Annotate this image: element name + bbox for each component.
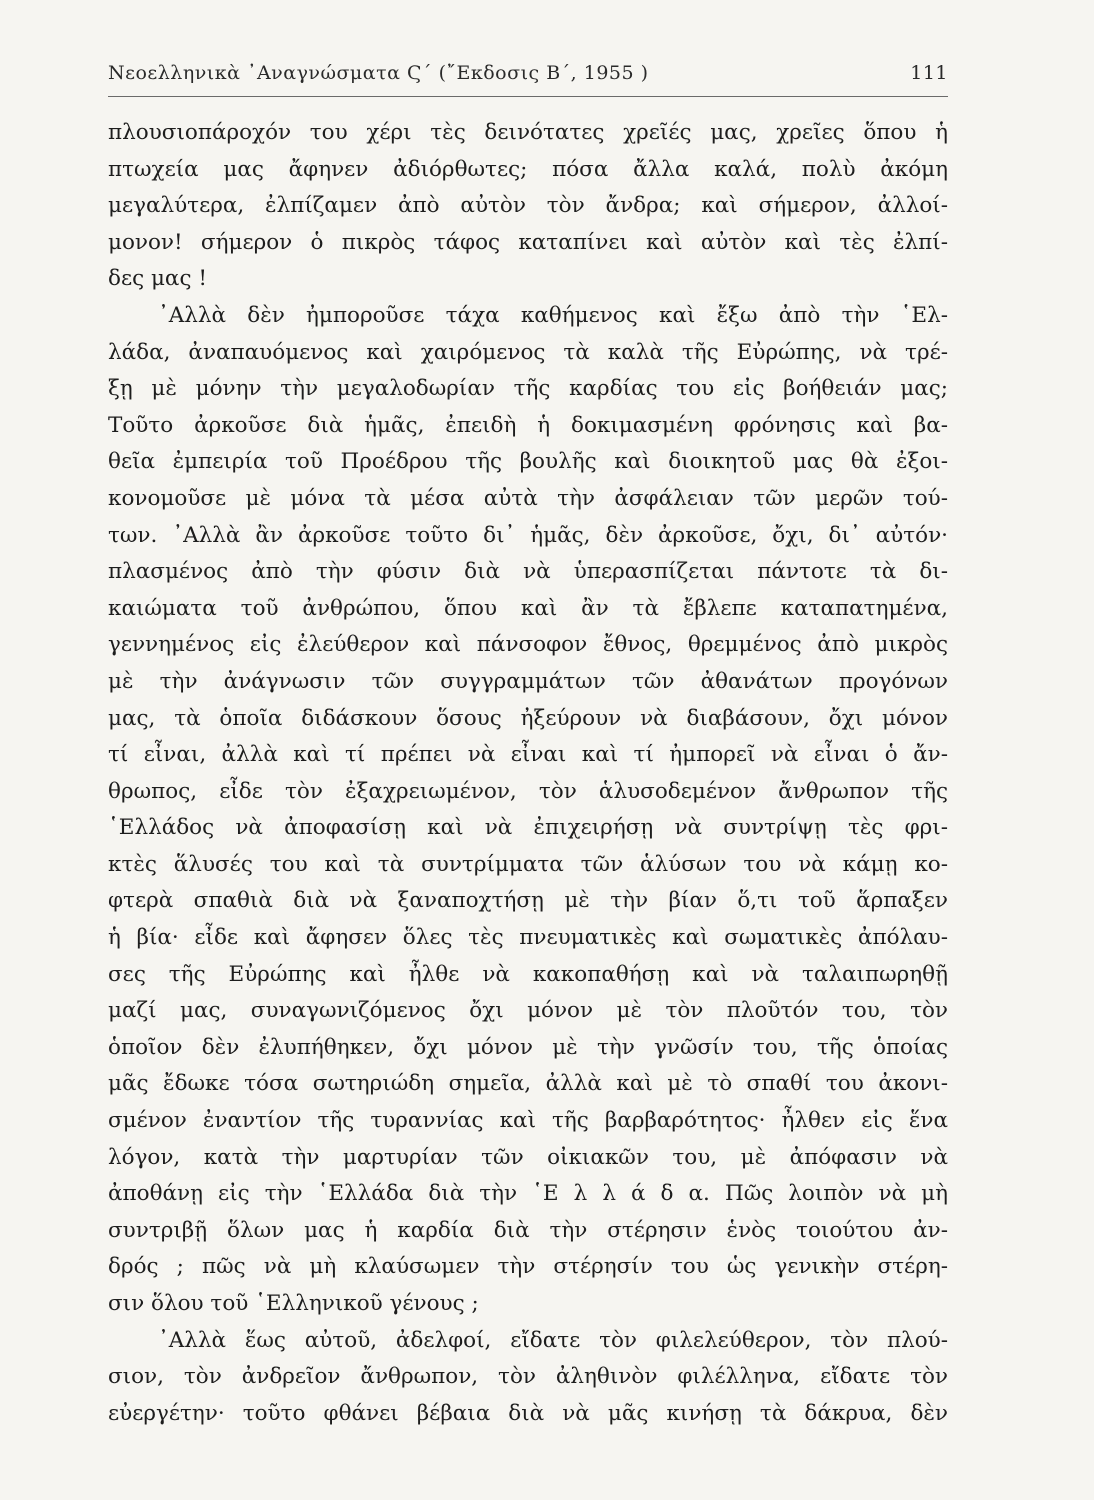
text-line: τί εἶναι, ἀλλὰ καὶ τί πρέπει νὰ εἶναι καὶ τί ἠμπορεῖ νὰ εἶναι ὁ ἄν- xyxy=(108,742,948,768)
text-line: λόγον, κατὰ τὴν μαρτυρίαν τῶν οἰκιακῶν του, μὲ ἀπόφασιν νὰ xyxy=(108,1144,948,1170)
text-line: θρωπος, εἶδε τὸν ἐξαχρειωμένον, τὸν ἁλυσοδεμένον ἄνθρωπον τῆς xyxy=(108,778,948,804)
text-line: ᾿Αλλὰ δὲν ἠμποροῦσε τάχα καθήμενος καὶ ἔξω ἀπὸ τὴν ῾Ελ- xyxy=(158,302,948,328)
text-line: δες μας ! xyxy=(108,266,207,292)
text-line: σιον, τὸν ἀνδρεῖον ἄνθρωπον, τὸν ἀληθινὸν φιλέλληνα, εἴδατε τὸν xyxy=(108,1364,948,1390)
text-line: λάδα, ἀναπαυόμενος καὶ χαιρόμενος τὰ καλὰ τῆς Εὐρώπης, νὰ τρέ- xyxy=(108,339,948,365)
text-line: μας, τὰ ὁποῖα διδάσκουν ὅσους ἠξεύρουν νὰ διαβάσουν, ὄχι μόνον xyxy=(108,705,948,731)
text-line: κονομοῦσε μὲ μόνα τὰ μέσα αὐτὰ τὴν ἀσφάλειαν τῶν μερῶν τού- xyxy=(108,485,948,511)
text-line: μαζί μας, συναγωνιζόμενος ὄχι μόνον μὲ τὸν πλοῦτόν του, τὸν xyxy=(108,998,948,1024)
text-line: σιν ὅλου τοῦ ῾Ελληνικοῦ γένους ; xyxy=(108,1291,479,1316)
page-number: 111 xyxy=(910,62,948,84)
running-title: Νεοελληνικὰ ᾿Αναγνώσματα Ϛ΄ (῎Εκδοσις Β΄, 1955 ) xyxy=(108,62,649,84)
text-line: δρός ; πῶς νὰ μὴ κλαύσωμεν τὴν στέρησίν του ὡς γενικὴν στέρη- xyxy=(108,1254,948,1280)
text-line: των. ᾿Αλλὰ ἂν ἀρκοῦσε τοῦτο δι᾿ ἡμᾶς, δὲν ἀρκοῦσε, ὄχι, δι᾿ αὐτόν· xyxy=(108,522,948,548)
body-text xyxy=(108,115,948,1432)
text-line: ὁποῖον δὲν ἐλυπήθηκεν, ὄχι μόνον μὲ τὴν γνῶσίν του, τῆς ὁποίας xyxy=(108,1034,948,1060)
text-line: μεγαλύτερα, ἐλπίζαμεν ἀπὸ αὐτὸν τὸν ἄνδρα; καὶ σήμερον, ἀλλοί- xyxy=(108,193,948,219)
text-line: θεῖα ἐμπειρία τοῦ Προέδρου τῆς βουλῆς καὶ διοικητοῦ μας θὰ ἐξοι- xyxy=(108,449,948,475)
page-header xyxy=(108,62,948,90)
text-line: συντριβῇ ὅλων μας ἡ καρδία διὰ τὴν στέρησιν ἑνὸς τοιούτου ἀν- xyxy=(108,1217,948,1243)
text-line: φτερὰ σπαθιὰ διὰ νὰ ξαναποχτήσῃ μὲ τὴν βίαν ὅ,τι τοῦ ἅρπαξεν xyxy=(108,888,948,914)
text-line: μᾶς ἔδωκε τόσα σωτηριώδη σημεῖα, ἀλλὰ καὶ μὲ τὸ σπαθί του ἀκονι- xyxy=(108,1071,948,1097)
text-line: ξῃ μὲ μόνην τὴν μεγαλοδωρίαν τῆς καρδίας του εἰς βοήθειάν μας; xyxy=(108,376,948,402)
text-line: εὐεργέτην· τοῦτο φθάνει βέβαια διὰ νὰ μᾶς κινήσῃ τὰ δάκρυα, δὲν xyxy=(108,1400,948,1426)
text-line: πλουσιοπάροχόν του χέρι τὲς δεινότατες χρεῖές μας, χρεῖες ὅπου ἡ xyxy=(108,120,948,145)
text-line: ᾿Αλλὰ ἕως αὐτοῦ, ἀδελφοί, εἴδατε τὸν φιλελεύθερον, τὸν πλού- xyxy=(158,1327,948,1353)
text-line: σες τῆς Εὐρώπης καὶ ἦλθε νὰ κακοπαθήσῃ καὶ νὰ ταλαιπωρηθῇ xyxy=(108,961,948,987)
text-line: γεννημένος εἰς ἐλεύθερον καὶ πάνσοφον ἔθνος, θρεμμένος ἀπὸ μικρὸς xyxy=(108,632,948,658)
text-line: μονον! σήμερον ὁ πικρὸς τάφος καταπίνει καὶ αὐτὸν καὶ τὲς ἐλπί- xyxy=(108,229,948,255)
text-line: ἀποθάνῃ εἰς τὴν ῾Ελλάδα διὰ τὴν ῾Ε λ λ ά δ α. Πῶς λοιπὸν νὰ μὴ xyxy=(108,1181,948,1207)
header-rule xyxy=(108,96,948,97)
text-line: μὲ τὴν ἀνάγνωσιν τῶν συγγραμμάτων τῶν ἀθανάτων προγόνων xyxy=(108,668,948,694)
text-line: ῾Ελλάδος νὰ ἀποφασίσῃ καὶ νὰ ἐπιχειρήσῃ νὰ συντρίψῃ τὲς φρι- xyxy=(108,815,948,841)
text-line: πτωχεία μας ἄφηνεν ἀδιόρθωτες; πόσα ἄλλα καλά, πολὺ ἀκόμη xyxy=(108,156,948,182)
text-line: κτὲς ἅλυσές του καὶ τὰ συντρίμματα τῶν ἁλύσων του νὰ κάμῃ κο- xyxy=(108,851,948,877)
text-line: σμένον ἐναντίον τῆς τυραννίας καὶ τῆς βαρβαρότητος· ἦλθεν εἰς ἕνα xyxy=(108,1108,948,1134)
text-line: πλασμένος ἀπὸ τὴν φύσιν διὰ νὰ ὑπερασπίζεται πάντοτε τὰ δι- xyxy=(108,559,948,585)
text-line: καιώματα τοῦ ἀνθρώπου, ὅπου καὶ ἂν τὰ ἔβλεπε καταπατημένα, xyxy=(108,595,948,621)
text-line: ἡ βία· εἶδε καὶ ἄφησεν ὅλες τὲς πνευματικὲς καὶ σωματικὲς ἀπόλαυ- xyxy=(108,925,948,951)
text-line: Τοῦτο ἀρκοῦσε διὰ ἡμᾶς, ἐπειδὴ ἡ δοκιμασμένη φρόνησις καὶ βα- xyxy=(108,412,948,438)
